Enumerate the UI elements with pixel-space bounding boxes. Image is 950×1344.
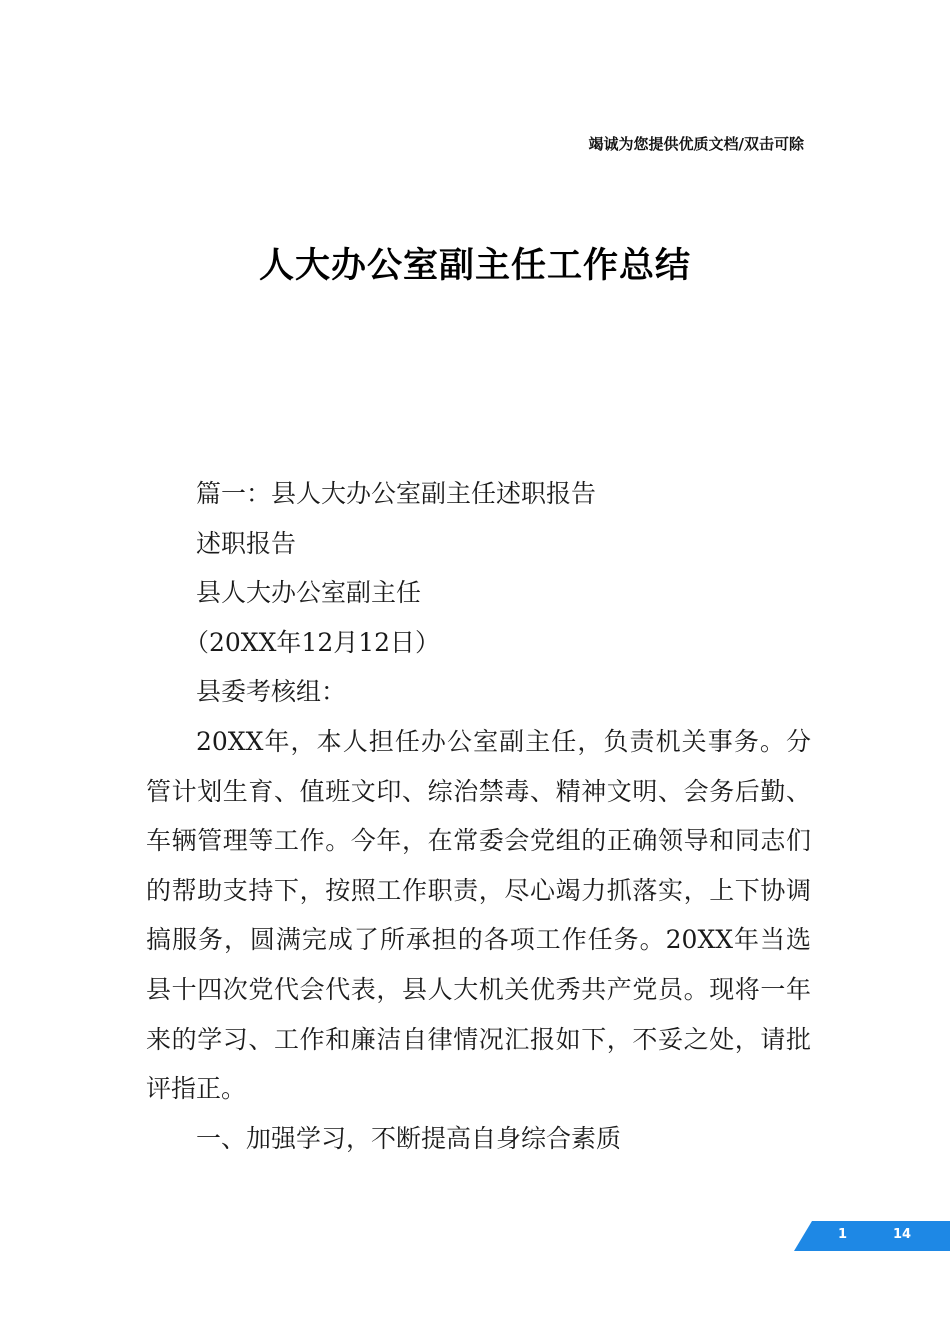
page-total-number: 14	[893, 1227, 912, 1242]
page-badge-shape	[794, 1221, 950, 1251]
report-author: 县人大办公室副主任	[196, 578, 422, 608]
report-date: （20XX年12月12日）	[184, 627, 441, 657]
document-body	[146, 469, 811, 1163]
subsection-heading: 一、加强学习，不断提高自身综合素质	[196, 1123, 622, 1153]
page-current-number: 1	[838, 1227, 848, 1242]
salutation: 县委考核组：	[196, 677, 347, 707]
page-indicator	[794, 1221, 950, 1251]
section-heading: 篇一：县人大办公室副主任述职报告	[196, 479, 597, 508]
body-paragraph: 20XX年，本人担任办公室副主任，负责机关事务。分管计划生育、值班文印、综治禁毒、精神文明、会务后勤、车辆管理等工作。今年，在常委会党组的正确领导和同志们的帮助支持下，按照工作职责，尽心竭力抓落实，上下协调搞服务，圆满完成了所承担的各项工作任务。20XX年当选县十四次党代会代表，县人大机关优秀共产党员。现将一年来的学习、工作和廉洁自律情况汇报如下，不妥之处，请批评指正。	[146, 726, 811, 1104]
report-title: 述职报告	[196, 528, 297, 558]
document-title: 人大办公室副主任工作总结	[258, 246, 691, 286]
header-note: 竭诚为您提供优质文档/双击可除	[588, 135, 804, 153]
